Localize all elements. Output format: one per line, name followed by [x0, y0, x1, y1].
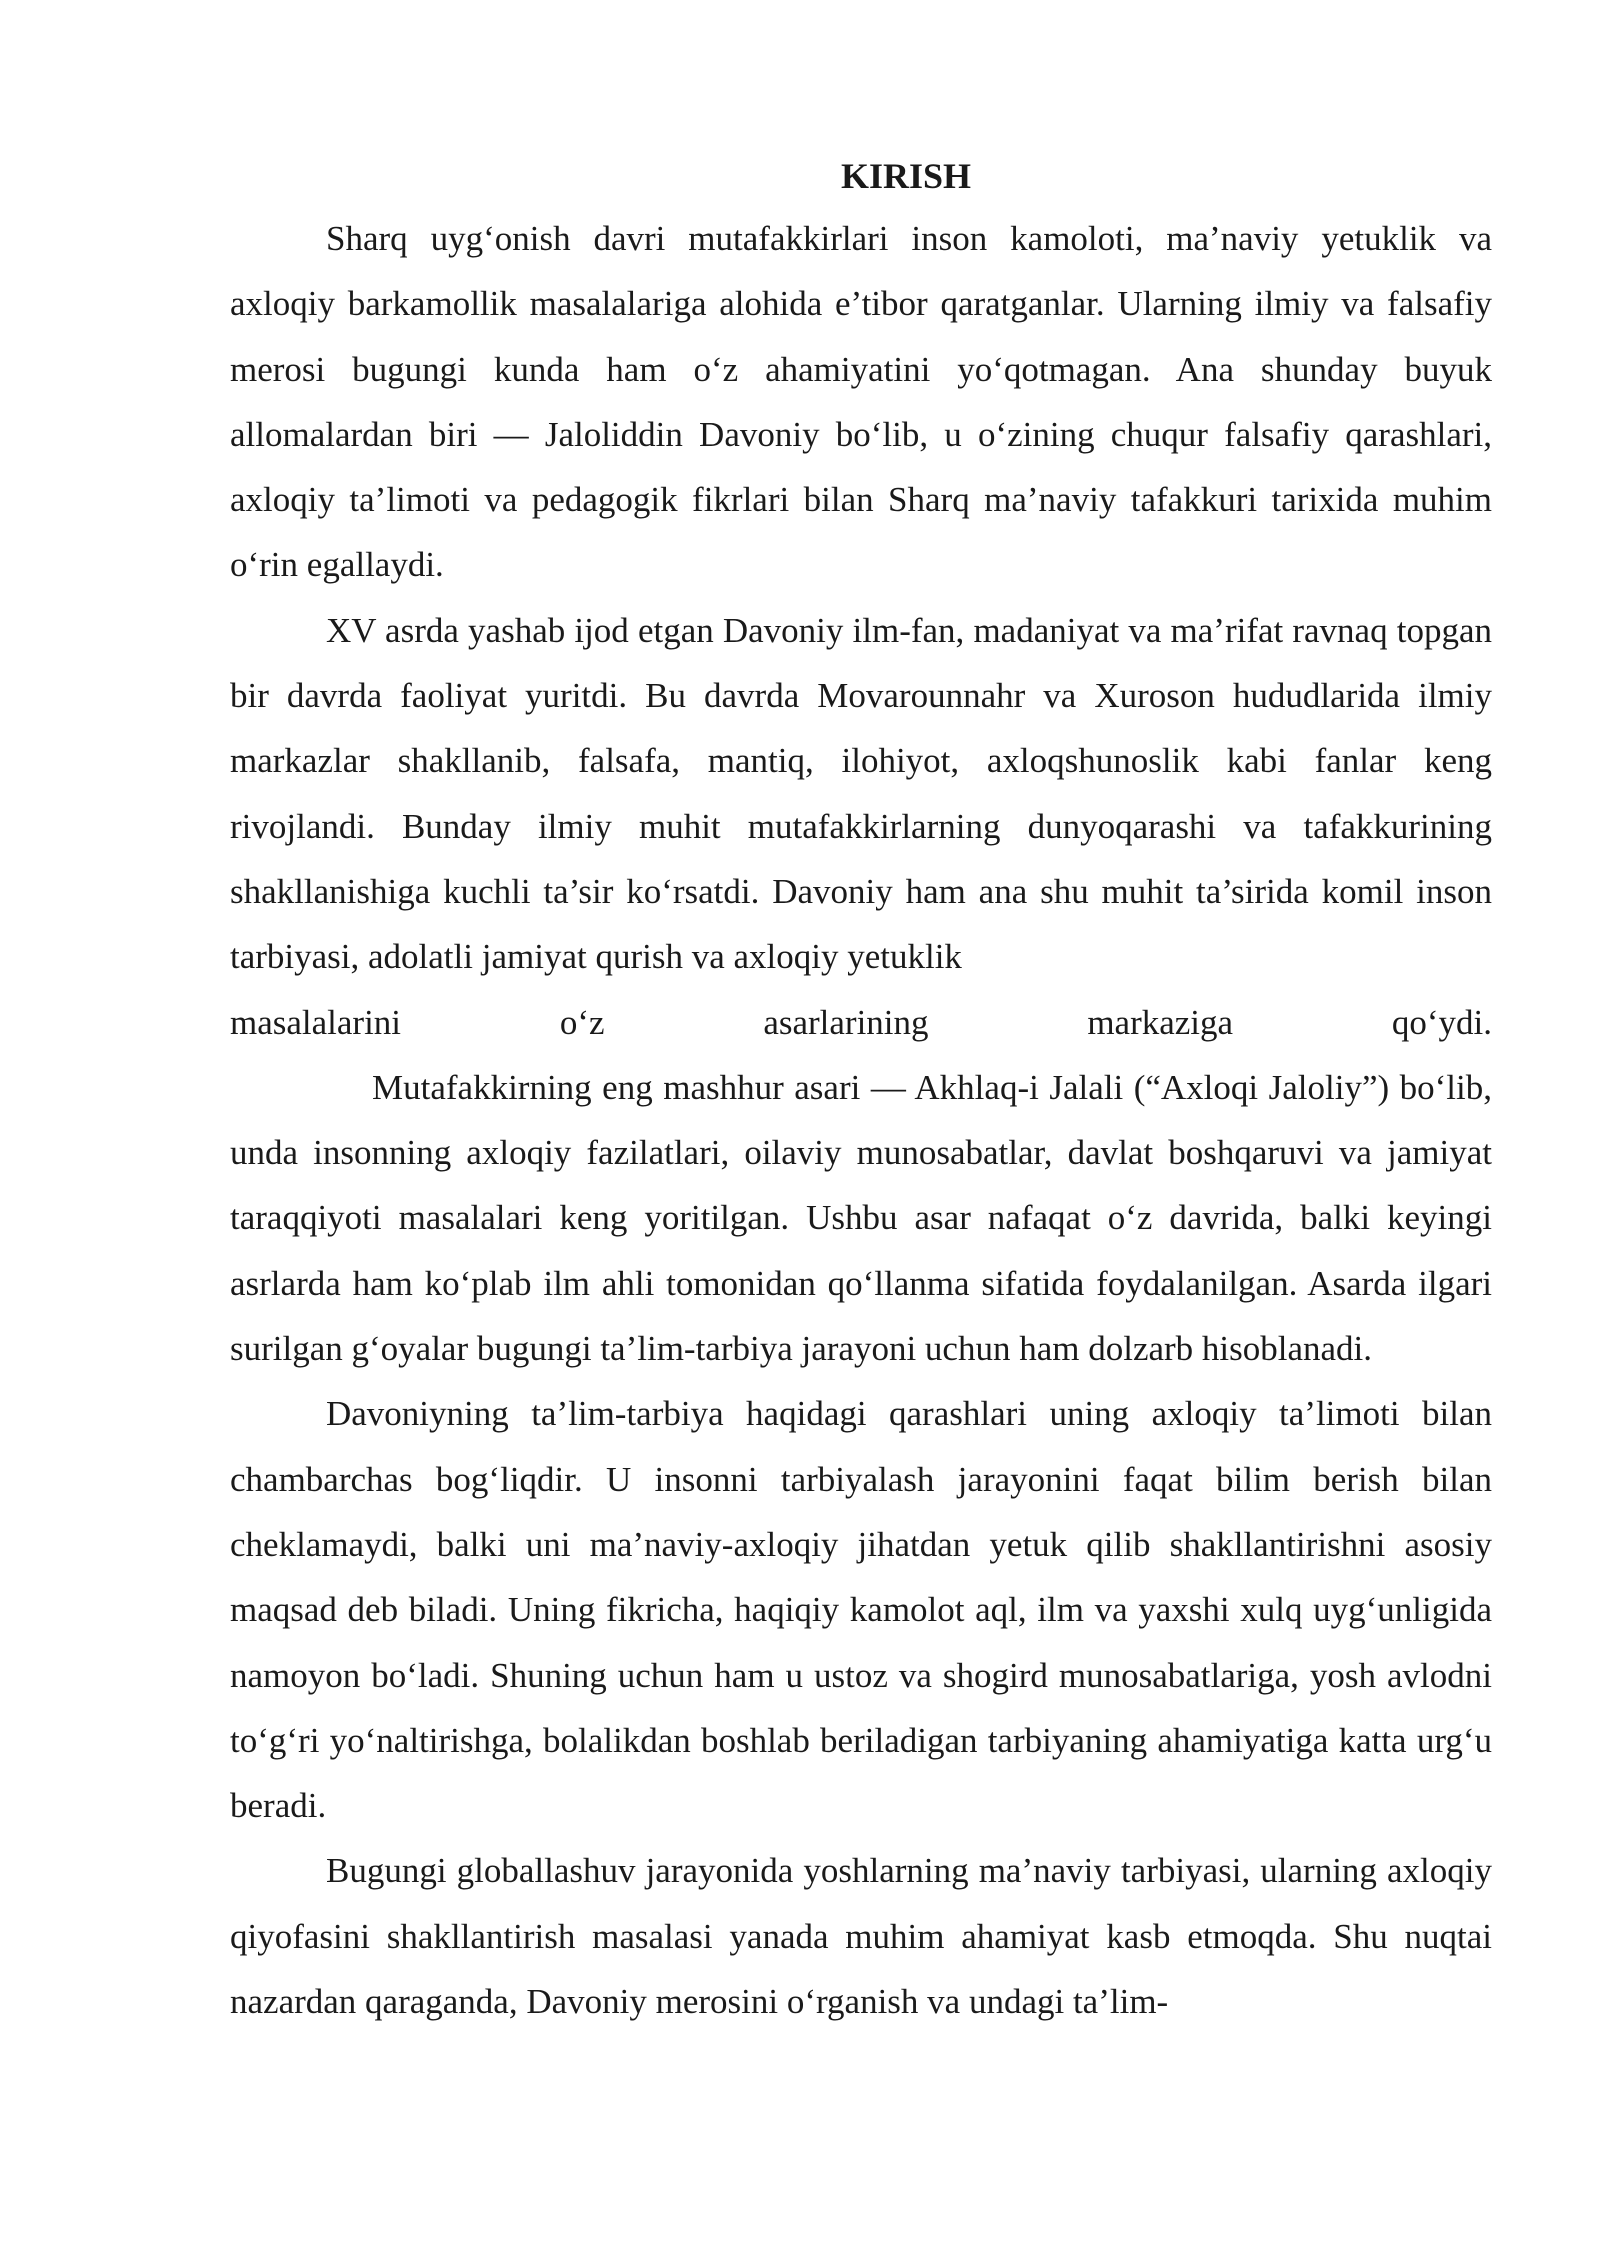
paragraph-historical-context — [230, 598, 1492, 1055]
paragraph-historical-context-last-line: masalalarini o‘z asarlarining markaziga qo‘ydi. — [230, 1002, 1492, 1042]
document-body — [230, 150, 1492, 2034]
paragraph-relevance: Bugungi globallashuv jarayonida yoshlarning ma’naviy tarbiyasi, ularning axloqiy qiyofasini shakllantirish masalasi yanada muhim ahamiyat kasb etmoqda. Shu nuqtai nazardan qaraganda, Davoniy merosini o‘rganish va undagi ta’lim- — [230, 1851, 1492, 2022]
paragraph-historical-context-text: XV asrda yashab ijod etgan Davoniy ilm-fan, madaniyat va ma’rifat ravnaq topgan bir davrda faoliyat yuritdi. Bu davrda Movarounnahr va Xuroson hududlarida ilmiy markazlar shakllanib, falsafa, mantiq, ilohiyot, axloqshunoslik kabi fanlar keng rivojlandi. Bunday ilmiy muhit mutafakkirlarning dunyoqarashi va tafakkurining shakllanishiga kuchli ta’sir ko‘rsatdi. Davoniy ham ana shu muhit ta’sirida komil inson tarbiyasi, adolatli jamiyat qurish va axloqiy yetuklik — [230, 610, 1492, 977]
paragraph-intro: Sharq uyg‘onish davri mutafakkirlari inson kamoloti, ma’naviy yetuklik va axloqiy barkamollik masalalariga alohida e’tibor qaratganlar. Ularning ilmiy va falsafiy merosi bugungi kunda ham o‘z ahamiyatini yo‘qotmagan. Ana shunday buyuk allomalardan biri — Jaloliddin Davoniy bo‘lib, u o‘zining chuqur falsafiy qarashlari, axloqiy ta’limoti va pedagogik fikrlari bilan Sharq ma’naviy tafakkuri tarixida muhim o‘rin egallaydi. — [230, 219, 1492, 585]
paragraph-education-views: Davoniyning ta’lim-tarbiya haqidagi qarashlari uning axloqiy ta’limoti bilan chambarchas bog‘liqdir. U insonni tarbiyalash jarayonini faqat bilim berish bilan cheklamaydi, balki uni ma’naviy-axloqiy jihatdan yetuk qilib shakllantirishni asosiy maqsad deb biladi. Uning fikricha, haqiqiy kamolot aql, ilm va yaxshi xulq uyg‘unligida namoyon bo‘ladi. Shuning uchun ham u ustoz va shogird munosabatlariga, yosh avlodni to‘g‘ri yo‘naltirishga, bolalikdan boshlab beriladigan tarbiyaning ahamiyatiga katta urg‘u beradi. — [230, 1394, 1492, 1826]
paragraph-main-work: Mutafakkirning eng mashhur asari — Akhlaq-i Jalali (“Axloqi Jaloliy”) bo‘lib, unda insonning axloqiy fazilatlari, oilaviy munosabatlar, davlat boshqaruvi va jamiyat taraqqiyoti masalalari keng yoritilgan. Ushbu asar nafaqat o‘z davrida, balki keyingi asrlarda ham ko‘plab ilm ahli tomonidan qo‘llanma sifatida foydalanilgan. Asarda ilgari surilgan g‘oyalar bugungi ta’lim-tarbiya jarayoni uchun ham dolzarb hisoblanadi. — [230, 1067, 1492, 1369]
page-title: KIRISH — [840, 156, 972, 196]
